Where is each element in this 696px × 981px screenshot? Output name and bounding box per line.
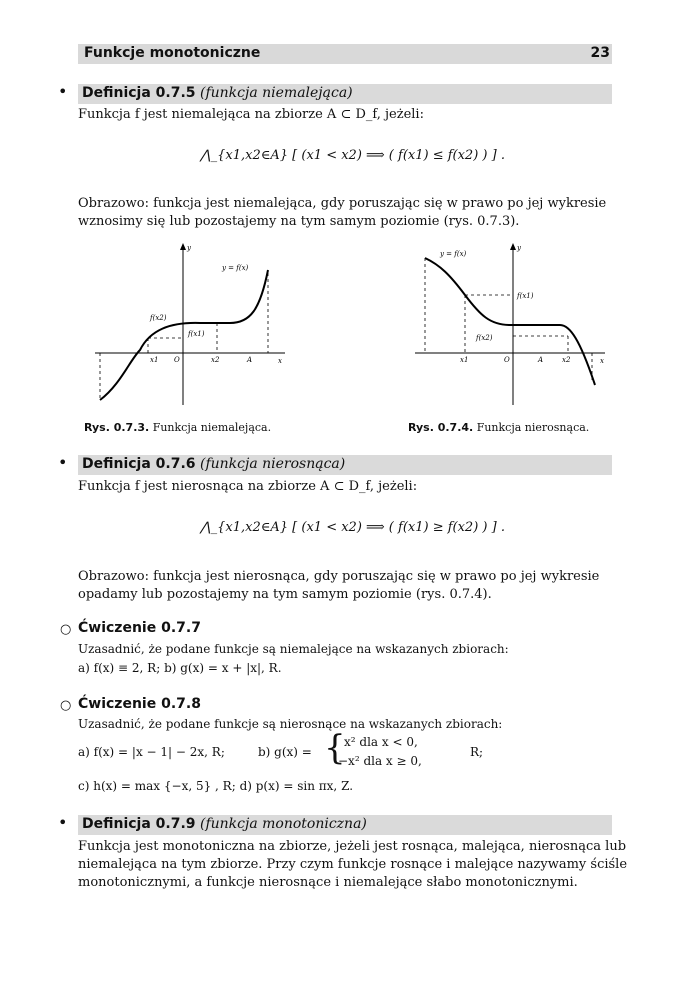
exercise-item-b: b) g(x) = [258,745,312,759]
definition-text: Funkcja f jest nierosnąca na zbiorze A ⊂ D_f, jeżeli: [78,479,418,494]
definition-name: (funkcja niemalejąca) [200,85,353,101]
definition-line: monotonicznymi, a funkcje nierosnące i niemalejące słabo monotonicznymi. [78,875,578,890]
definition-label: Definicja 0.7.9 [82,816,196,832]
origin-label: O [174,356,180,364]
definition-formula: ⋀_{x1,x2∈A} [ (x1 < x2) ⟹ ( f(x1) ≤ f(x2) ) ] . [200,148,505,163]
definition-name: (funkcja monotoniczna) [200,816,367,832]
axis-x-label: x [600,357,604,365]
x1-label: x1 [460,356,469,364]
x2-label: x2 [211,356,220,364]
explanation-line: Obrazowo: funkcja jest nierosnąca, gdy poruszając się w prawo po jej wykresie [78,569,600,584]
x1-label: x1 [150,356,159,364]
definition-heading [82,456,345,472]
exercise-marker: ○ [60,698,72,713]
caption-text: Funkcja nierosnąca. [476,421,590,434]
explanation-line: wznosimy się lub pozostajemy na tym samym poziomie (rys. 0.7.3). [78,214,520,229]
exercise-marker: ○ [60,622,72,637]
bullet: • [58,82,68,101]
definition-label: Definicja 0.7.5 [82,85,196,101]
figure-nonincreasing [410,240,610,410]
definition-line: niemalejąca na tym zbiorze. Przy czym funkcje rosnące i malejące nazywamy ściśle [78,857,628,872]
running-header-title: Funkcje monotoniczne [84,45,261,61]
definition-heading [82,816,367,832]
curve-label: y = f(x) [440,250,467,258]
page-number: 23 [590,45,610,61]
curve-label: y = f(x) [222,264,249,272]
exercise-items: a) f(x) ≡ 2, R; b) g(x) = x + |x|, R. [78,661,282,675]
explanation-line: opadamy lub pozostajemy na tym samym poziomie (rys. 0.7.4). [78,587,492,602]
bullet: • [58,813,68,832]
brace: { [324,728,346,768]
figure-nondecreasing [90,240,290,410]
definition-text: Funkcja f jest niemalejąca na zbiorze A ⊂ D_f, jeżeli: [78,107,424,122]
caption-number: Rys. 0.7.3. [84,421,150,434]
definition-formula: ⋀_{x1,x2∈A} [ (x1 < x2) ⟹ ( f(x1) ≥ f(x2) ) ] . [200,520,505,535]
bullet: • [58,453,68,472]
figure-caption [84,421,271,434]
definition-heading [82,85,353,101]
exercise-item-a: a) f(x) = |x − 1| − 2x, R; [78,745,225,759]
fx1-label: f(x1) [517,292,534,300]
caption-text: Funkcja niemalejąca. [152,421,272,434]
origin-label: O [504,356,510,364]
fx1-label: f(x1) [188,330,205,338]
axis-y-label: y [517,244,521,252]
definition-label: Definicja 0.7.6 [82,456,196,472]
definition-line: Funkcja jest monotoniczna na zbiorze, jeżeli jest rosnąca, malejąca, nierosnąca lub [78,839,627,854]
exercise-item-b-set: R; [470,745,484,759]
fx2-label: f(x2) [150,314,167,322]
set-a-label: A [247,356,253,364]
axis-y-label: y [187,244,191,252]
exercise-title: Ćwiczenie 0.7.8 [78,696,201,712]
exercise-items-cd: c) h(x) = max {−x, 5} , R; d) p(x) = sin πx, Z. [78,779,354,793]
explanation-line: Obrazowo: funkcja jest niemalejąca, gdy poruszając się w prawo po jej wykresie [78,196,607,211]
exercise-text: Uzasadnić, że podane funkcje są nierosnące na wskazanych zbiorach: [78,717,503,731]
axis-x-label: x [278,357,282,365]
exercise-text: Uzasadnić, że podane funkcje są niemalejące na wskazanych zbiorach: [78,642,509,656]
set-a-label: A [538,356,544,364]
definition-name: (funkcja nierosnąca) [200,456,346,472]
fx2-label: f(x2) [476,334,493,342]
figure-caption [408,421,589,434]
caption-number: Rys. 0.7.4. [408,421,474,434]
case-line: x² dla x < 0, [344,735,418,749]
exercise-title: Ćwiczenie 0.7.7 [78,620,201,636]
case-line: −x² dla x ≥ 0, [338,754,422,768]
x2-label: x2 [562,356,571,364]
